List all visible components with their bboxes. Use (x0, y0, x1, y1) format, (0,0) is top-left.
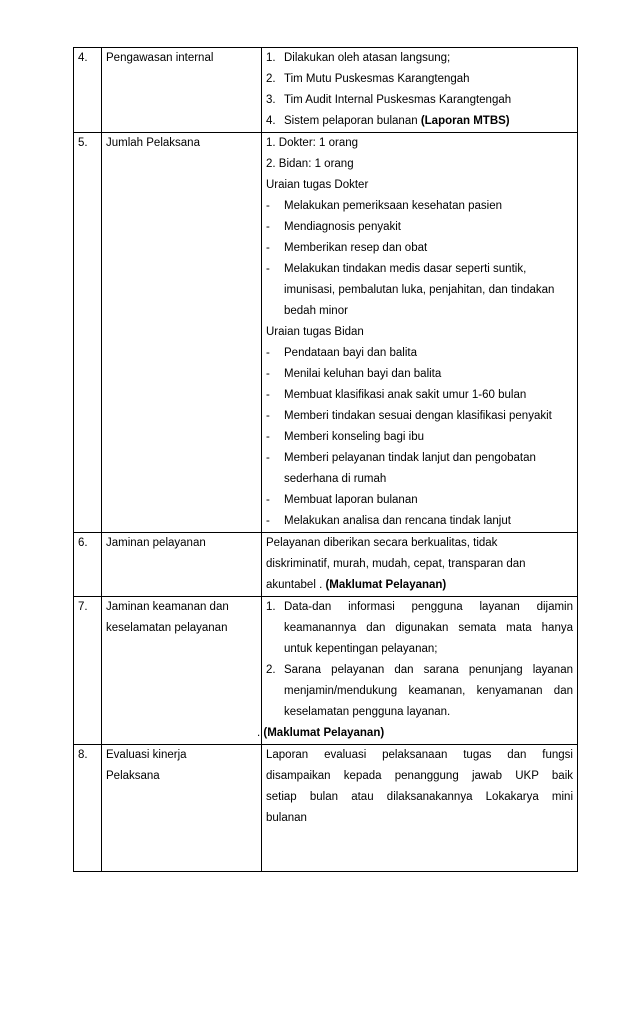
row-number: 7. (74, 597, 102, 745)
row-number: 8. (74, 745, 102, 872)
list-item: - Memberi tindakan sesuai dengan klasifikasi penyakit (266, 410, 552, 422)
row-aspect: Jaminan pelayanan (102, 533, 262, 597)
table-row (74, 745, 578, 872)
row-aspect: Evaluasi kinerja Pelaksana (102, 745, 262, 872)
row-number: 6. (74, 533, 102, 597)
list-item: - Melakukan tindakan medis dasar seperti suntik, imunisasi, pembalutan luka, penjahitan, dan tindakan bedah minor (266, 263, 555, 317)
sop-table (73, 47, 578, 872)
list-item: 1. Data-dan informasi pengguna layanan dijamin keamanannya dan digunakan semata mata hanya untuk kepentingan pelayanan; (266, 601, 573, 655)
list-item: - Melakukan analisa dan rencana tindak lanjut (266, 515, 511, 527)
list-item: - Memberikan resep dan obat (266, 242, 428, 254)
row-content: Pelayanan diberikan secara berkualitas, tidak diskriminatif, murah, mudah, cepat, transparan dan akuntabel . (Maklumat Pelayanan) (262, 533, 578, 597)
row-content: Laporan evaluasi pelaksanaan tugas dan fungsi disampaikan kepada penanggung jawab UKP baik setiap bulan atau dilaksanakannya Lokakarya mini bulanan (262, 745, 578, 872)
list-item: - Pendataan bayi dan balita (266, 347, 417, 359)
table-row (74, 48, 578, 133)
row-content (262, 48, 578, 133)
list-item: 2. Tim Mutu Puskesmas Karangtengah (266, 73, 470, 85)
list-item: - Mendiagnosis penyakit (266, 221, 401, 233)
section-heading: Uraian tugas Dokter (266, 179, 369, 191)
row-number: 4. (74, 48, 102, 133)
table-row (74, 133, 578, 533)
list-item: 2. Sarana pelayanan dan sarana penunjang layanan menjamin/mendukung keamanan, kenyamanan dan keselamatan pengguna layanan. (266, 664, 573, 718)
list-item: 1. Dilakukan oleh atasan langsung; (266, 52, 451, 64)
row-content: 1. Dokter: 1 orang 2. Bidan: 1 orang Uraian tugas Dokter - Melakukan pemeriksaan kesehatan pasien - Mendiagnosis penyakit - Memberikan resep dan obat - Melakukan tindakan medis dasar seperti suntik, imunisasi, pembalutan luka, penjahitan, dan tindakan bedah minor Uraian tugas Bidan - Pendataan bayi dan balita - Menilai keluhan bayi dan balita - Membuat klasifikasi anak sakit umur 1-60 bulan - Memberi tindakan sesuai dengan klasifikasi penyakit - Memberi konseling bagi ibu - Memberi pelayanan tindak lanjut dan pengobatan sederhana di rumah - Membuat laporan bulanan - Melakukan analisa dan rencana tindak lanjut (262, 133, 578, 533)
list-item: - Melakukan pemeriksaan kesehatan pasien (266, 200, 502, 212)
list-item: 3. Tim Audit Internal Puskesmas Karangtengah (266, 94, 512, 106)
section-heading: Uraian tugas Bidan (266, 326, 364, 338)
list-item: - Memberi pelayanan tindak lanjut dan pengobatan sederhana di rumah (266, 452, 536, 485)
row-aspect: Jumlah Pelaksana (102, 133, 262, 533)
row-aspect: Jaminan keamanan dan keselamatan pelayanan (102, 597, 262, 745)
table-row (74, 597, 578, 745)
list-item: - Memberi konseling bagi ibu (266, 431, 424, 443)
list-item: - Membuat laporan bulanan (266, 494, 418, 506)
row-number: 5. (74, 133, 102, 533)
list-item: - Membuat klasifikasi anak sakit umur 1-60 bulan (266, 389, 527, 401)
table-row (74, 533, 578, 597)
list-item: - Menilai keluhan bayi dan balita (266, 368, 442, 380)
list-item: 4. Sistem pelaporan bulanan (Laporan MTBS) (266, 115, 510, 127)
row-content: 1. Data-dan informasi pengguna layanan dijamin keamanannya dan digunakan semata mata hanya untuk kepentingan pelayanan; 2. Sarana pelayanan dan sarana penunjang layanan menjamin/mendukung keamanan, kenyamanan dan keselamatan pengguna layanan. . (Maklumat Pelayanan) (262, 597, 578, 745)
row-aspect: Pengawasan internal (102, 48, 262, 133)
